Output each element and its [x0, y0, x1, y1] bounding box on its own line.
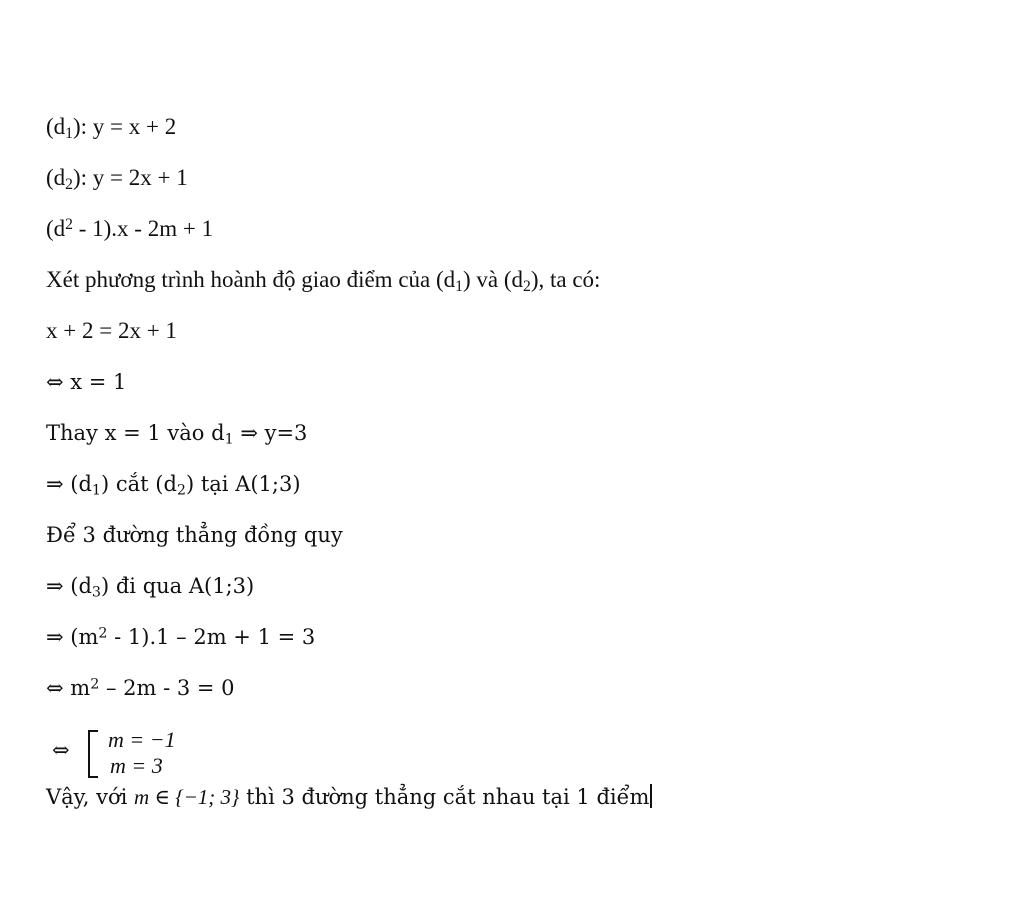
solution-row-1: m = −1 [108, 727, 176, 752]
line-point-a: ⇒ $(d_1)$ cắt $(d_2)$ tại A(1;3) [46, 472, 301, 499]
math-set-m: m ∈ {−1; 3} [134, 785, 240, 809]
line-intersection-intro: Xét phương trình hoành độ giao điểm của $(d_1)$ và $(d_2)$, ta có: [46, 267, 601, 295]
line-substitute: Thay x = 1 vào $d_1$ ⇒ y=3 [46, 421, 308, 448]
equivalence-arrow: ⇔ [52, 738, 70, 762]
solution-row-2: m = 3 [110, 753, 163, 778]
line-x-equals-1: ⇔ x = 1 [46, 370, 127, 394]
line-d2-equation: $(d_2)$: y = 2x + 1 [46, 165, 188, 193]
line-substitute-a: ⇒ $(m^2 - 1).1 - 2m + 1 = 3$ [46, 625, 316, 649]
line-equation-x: x + 2 = 2x + 1 [46, 318, 177, 343]
line-concurrent-condition: Để 3 đường thẳng đồng quy [46, 523, 343, 547]
line-quadratic: ⇔ $m^2 - 2m - 3 = 0$ [46, 676, 235, 700]
line-d3-equation: $(d^2 - 1).x - 2m + 1$ [46, 215, 214, 241]
line-conclusion[interactable]: Vậy, với m ∈ {−1; 3} thì 3 đường thẳng cắt nhau tại 1 điểm [46, 783, 652, 811]
square-bracket [88, 730, 98, 778]
line-d3-through-a: ⇒ $(d_3)$ đi qua A(1;3) [46, 574, 255, 601]
solution-system [52, 728, 222, 778]
line-d1-equation: $(d_1)$: y = x + 2 [46, 114, 177, 142]
text-cursor [650, 784, 652, 808]
